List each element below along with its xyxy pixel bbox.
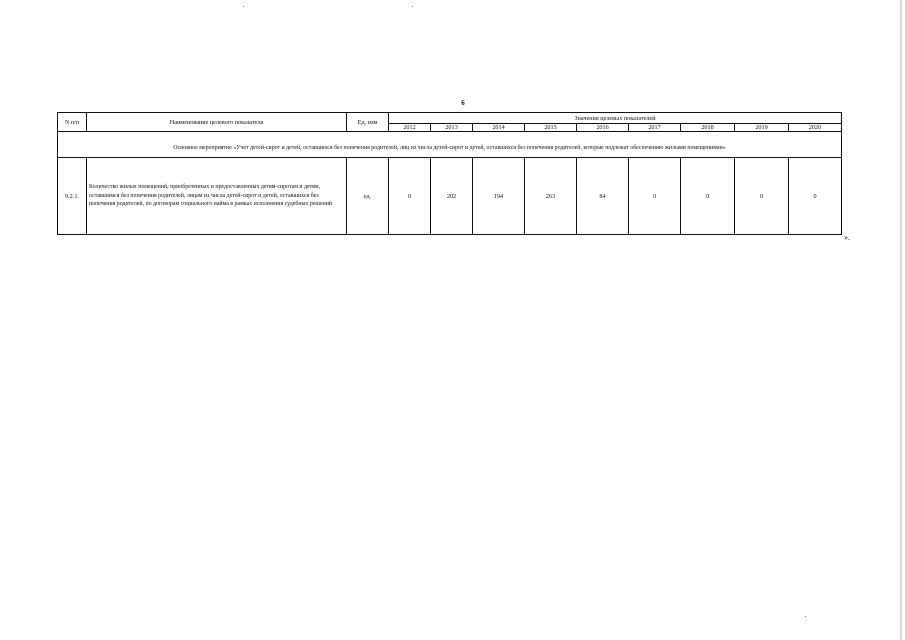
row-number: 9.2.1.	[58, 158, 87, 235]
scan-speck	[243, 6, 244, 7]
header-name: Наименование целевого показателя	[87, 113, 347, 132]
closing-quote-mark: ».	[844, 233, 850, 242]
header-year: 2015	[525, 124, 577, 132]
row-value: 202	[431, 158, 473, 235]
row-value: 194	[473, 158, 525, 235]
header-values-group: Значения целевых показателей	[389, 113, 842, 124]
header-year: 2017	[629, 124, 681, 132]
activity-title: Основное мероприятие «Учет детей-сирот и детей, оставшихся без попечения родителей, лиц из числа детей-сирот и детей, оставшихся без попечения родителей, которые подлежат обеспечению жилыми помещениями»	[58, 138, 842, 158]
header-year: 2019	[735, 124, 789, 132]
header-year: 2012	[389, 124, 431, 132]
header-year: 2016	[577, 124, 629, 132]
row-value: 0	[735, 158, 789, 235]
row-value: 84	[577, 158, 629, 235]
header-year: 2013	[431, 124, 473, 132]
page-edge-shadow	[900, 0, 902, 640]
row-value: 0	[789, 158, 842, 235]
row-value: 0	[629, 158, 681, 235]
row-unit: ед.	[347, 158, 389, 235]
header-number: N п/п	[58, 113, 87, 132]
row-indicator-name: Количество жилых помещений, приобретенных и предоставленных детям-сиротам и детям, оставшимся без попечения родителей, лицам из числа детей-сирот и детей, оставшихся без попечения родителей, по договорам социального найма в рамках исполнения судебных решений	[87, 158, 347, 235]
indicators-table	[57, 112, 842, 235]
scan-speck	[805, 616, 806, 617]
row-value: 263	[525, 158, 577, 235]
header-year: 2018	[681, 124, 735, 132]
scan-speck	[412, 6, 413, 7]
row-value: 0	[681, 158, 735, 235]
header-year: 2014	[473, 124, 525, 132]
row-value: 0	[389, 158, 431, 235]
header-unit: Ед. изм	[347, 113, 389, 132]
table-row	[58, 158, 842, 235]
page-number: 6	[461, 99, 465, 107]
header-year: 2020	[789, 124, 842, 132]
